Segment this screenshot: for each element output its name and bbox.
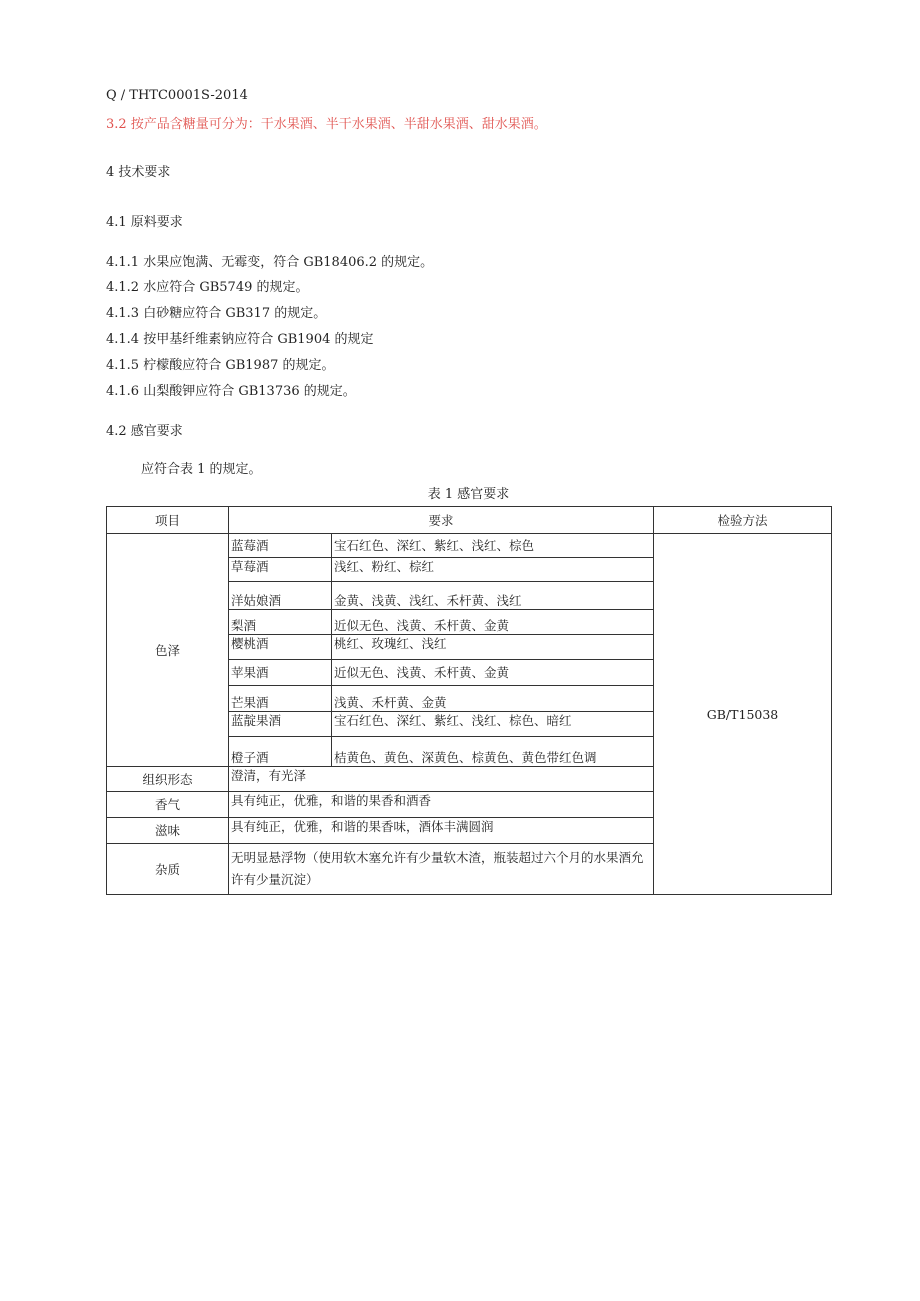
requirement: 浅红、粉红、棕红 (332, 558, 654, 582)
method-cell: GB/T15038 (654, 534, 832, 895)
table-header-row (107, 507, 832, 534)
clause-4-1-3: 4.1.3 白砂糖应符合 GB317 的规定。 (106, 306, 327, 321)
requirement: 具有纯正，优雅，和谐的果香味，酒体丰满圆润 (229, 818, 654, 844)
heading-4-2: 4.2 感官要求 (106, 424, 183, 439)
wine-name: 苹果酒 (229, 660, 332, 686)
requirement: 具有纯正，优雅，和谐的果香和酒香 (229, 792, 654, 818)
clause-4-1-1: 4.1.1 水果应饱满、无霉变，符合 GB18406.2 的规定。 (106, 255, 434, 270)
header-method: 检验方法 (654, 507, 832, 534)
clause-4-1-2: 4.1.2 水应符合 GB5749 的规定。 (106, 280, 309, 295)
wine-name: 橙子酒 (229, 737, 332, 767)
clause-4-1-4: 4.1.4 按甲基纤维素钠应符合 GB1904 的规定 (106, 332, 374, 347)
header-item: 项目 (107, 507, 229, 534)
item-label: 滋味 (107, 818, 229, 844)
doc-code: Q / THTC0001S-2014 (106, 88, 248, 103)
wine-name: 草莓酒 (229, 558, 332, 582)
requirement: 无明显悬浮物（使用软木塞允许有少量软木渣，瓶装超过六个月的水果酒允许有少量沉淀） (229, 844, 654, 895)
clause-3-2: 3.2 按产品含糖量可分为：干水果酒、半干水果酒、半甜水果酒、甜水果酒。 (106, 117, 547, 132)
heading-4: 4 技术要求 (106, 165, 171, 180)
paragraph: 应符合表 1 的规定。 (141, 462, 262, 477)
wine-name: 蓝莓酒 (229, 534, 332, 558)
requirement: 浅黄、禾杆黄、金黄 (332, 686, 654, 712)
color-label: 色泽 (107, 534, 229, 767)
wine-name: 樱桃酒 (229, 635, 332, 660)
requirement: 澄清，有光泽 (229, 767, 654, 792)
requirement: 近似无色、浅黄、禾杆黄、金黄 (332, 610, 654, 635)
clause-4-1-5: 4.1.5 柠檬酸应符合 GB1987 的规定。 (106, 358, 335, 373)
requirement: 宝石红色、深红、紫红、浅红、棕色 (332, 534, 654, 558)
header-requirement: 要求 (229, 507, 654, 534)
item-label: 香气 (107, 792, 229, 818)
sensory-table (106, 506, 832, 895)
wine-name: 梨酒 (229, 610, 332, 635)
item-label: 杂质 (107, 844, 229, 895)
wine-name: 芒果酒 (229, 686, 332, 712)
clause-4-1-6: 4.1.6 山梨酸钾应符合 GB13736 的规定。 (106, 384, 356, 399)
wine-name: 洋姑娘酒 (229, 582, 332, 610)
wine-name: 蓝靛果酒 (229, 712, 332, 737)
requirement: 桔黄色、黄色、深黄色、棕黄色、黄色带红色调 (332, 737, 654, 767)
heading-4-1: 4.1 原料要求 (106, 215, 183, 230)
requirement: 金黄、浅黄、浅红、禾杆黄、浅红 (332, 582, 654, 610)
requirement: 宝石红色、深红、紫红、浅红、棕色、暗红 (332, 712, 654, 737)
requirement: 桃红、玫瑰红、浅红 (332, 635, 654, 660)
requirement: 近似无色、浅黄、禾杆黄、金黄 (332, 660, 654, 686)
item-label: 组织形态 (107, 767, 229, 792)
table-row (107, 534, 832, 558)
table-caption: 表 1 感官要求 (427, 487, 510, 502)
